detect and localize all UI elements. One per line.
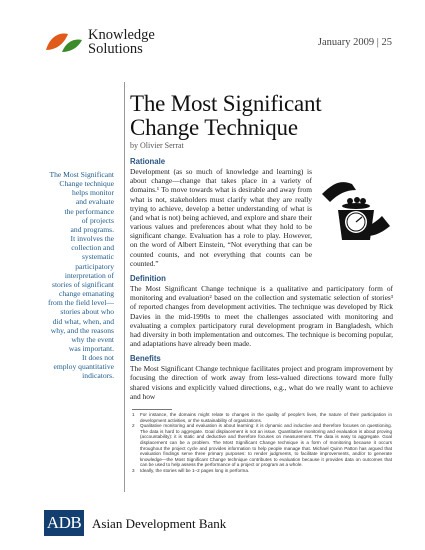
pullquote-line: It does not	[81, 353, 114, 363]
adb-logo: ADB	[44, 510, 84, 536]
pullquote-line: was important.	[68, 343, 114, 353]
footnote	[132, 468, 392, 474]
section-text: Development (as so much of knowledge and learning) is about change—change that takes place in a variety of domains.¹ To move towards what is desirable and away from what is not, stakeholders must clarify what they are really trying to achieve, develop a better understanding of what is (and what is not) being achieved, and explore and share their various values and preferences about what they hold to be significant change. Evaluation has a role to play. However, on the word of Albert Einstein, “Not everything that can be counted counts, and not everything that counts can be counted.”	[130, 167, 312, 268]
pullquote-line: systematic	[81, 252, 114, 262]
pullquote-line: Change technique	[59, 179, 114, 189]
pullquote-line: and programs.	[70, 224, 114, 234]
pullquote-line: collection and	[71, 243, 114, 253]
knowledge-solutions-logo	[44, 24, 174, 64]
pullquote-line: stories about who	[60, 307, 114, 317]
pullquote-line: of projects	[81, 215, 114, 225]
pullquote-line: and evaluate	[75, 197, 114, 207]
title-line-1: The Most Significant	[130, 91, 322, 116]
byline: by Olivier Serrat	[130, 141, 184, 150]
pullquote-line: It involves the	[70, 234, 114, 244]
sidebar-pullquote	[8, 170, 114, 381]
pullquote-line: did what, when, and	[52, 316, 114, 326]
vertical-rule	[124, 82, 125, 492]
pullquote-line: from the field level—	[47, 298, 114, 308]
pullquote-line: interpretation of	[64, 270, 114, 280]
pullquote-line: why the event	[71, 334, 114, 344]
footnote	[132, 423, 392, 468]
pullquote-line: participatory	[75, 261, 114, 271]
organization-name: Asian Development Bank	[92, 516, 227, 531]
footnote-number: 1	[132, 412, 135, 417]
pullquote-line: indicators.	[82, 371, 114, 381]
brand-line-1: Knowledge	[88, 27, 155, 43]
section-text: The Most Significant Change technique is a qualitative and participatory form of monitoring and evaluation² based on the collection and systematic selection of stories³ of reported changes from development activities. The technique was developed by Rick Davies in the mid-1990s to meet the challenges associated with monitoring and evaluating a complex participatory rural development program in Bangladesh, which had diversity in both implementation and outcomes. The technique is becoming popular, and adaptations have already been made.	[130, 284, 393, 348]
brand-line-2: Solutions	[88, 41, 143, 57]
leaves-icon	[44, 28, 84, 56]
section-text: The Most Significant Change technique facilitates project and program improvement by focusing the direction of work away from less-valued directions toward more fully shared visions and explicitly valued directions, e.g., what do we really want to achieve and how	[130, 364, 393, 401]
scale-illustration-icon	[316, 170, 396, 250]
title-line-2: Change Technique	[130, 115, 298, 140]
footnote-text: Qualitative monitoring and evaluation is about learning: it is dynamic and inductive and therefore focuses on questioning. The data is hard to aggregate. Goal displacement is not an issue. Quantitative monitoring and evaluation is about proving (accountability): it is static and deductive and therefore focuses on measurement. The data is easy to aggregate. Goal displacement can be a problem. The Most Significant Change technique is a form of monitoring because it occurs throughout the project cycle and provides information to help people manage that. Michael Quinn Patton has argued that evaluation findings serve three primary purposes: to render judgments, to facilitate improvements, and/or to generate knowledge—the Most Significant Change technique contributes to evaluation because it provides data on outcomes that can be used to help assess the performance of a project or program as a whole.	[140, 423, 392, 468]
section-heading: Definition	[130, 273, 166, 283]
section-benefits	[130, 354, 393, 401]
footnote-text: For instance, the domains might relate to changes in the quality of people's lives, the nature of their participation in development activities, or the sustainability of organizations.	[140, 412, 392, 423]
pullquote-line: why, and the reasons	[50, 325, 114, 335]
issue-date: January 2009 | 25	[317, 37, 392, 48]
page-title	[130, 92, 321, 140]
section-heading: Benefits	[130, 354, 161, 364]
pullquote-line: helps monitor	[72, 188, 114, 198]
footnotes	[132, 412, 392, 474]
section-definition	[130, 274, 393, 348]
section-heading: Rationale	[130, 157, 166, 166]
footnote-number: 3	[132, 467, 135, 473]
pullquote-line: employ quantitative	[53, 362, 114, 372]
brand-name	[88, 28, 155, 56]
pullquote-line: the performance	[64, 206, 114, 216]
pullquote-line: change emanating	[58, 289, 114, 299]
footnotes-divider	[132, 409, 172, 410]
pullquote-line: The Most Significant	[49, 170, 114, 179]
footnote-text: Ideally, the stories will be 1–2 pages long in performa.	[140, 467, 250, 473]
footnote-number: 2	[132, 423, 135, 429]
pullquote-line: stories of significant	[51, 279, 114, 289]
footnote	[132, 412, 392, 423]
